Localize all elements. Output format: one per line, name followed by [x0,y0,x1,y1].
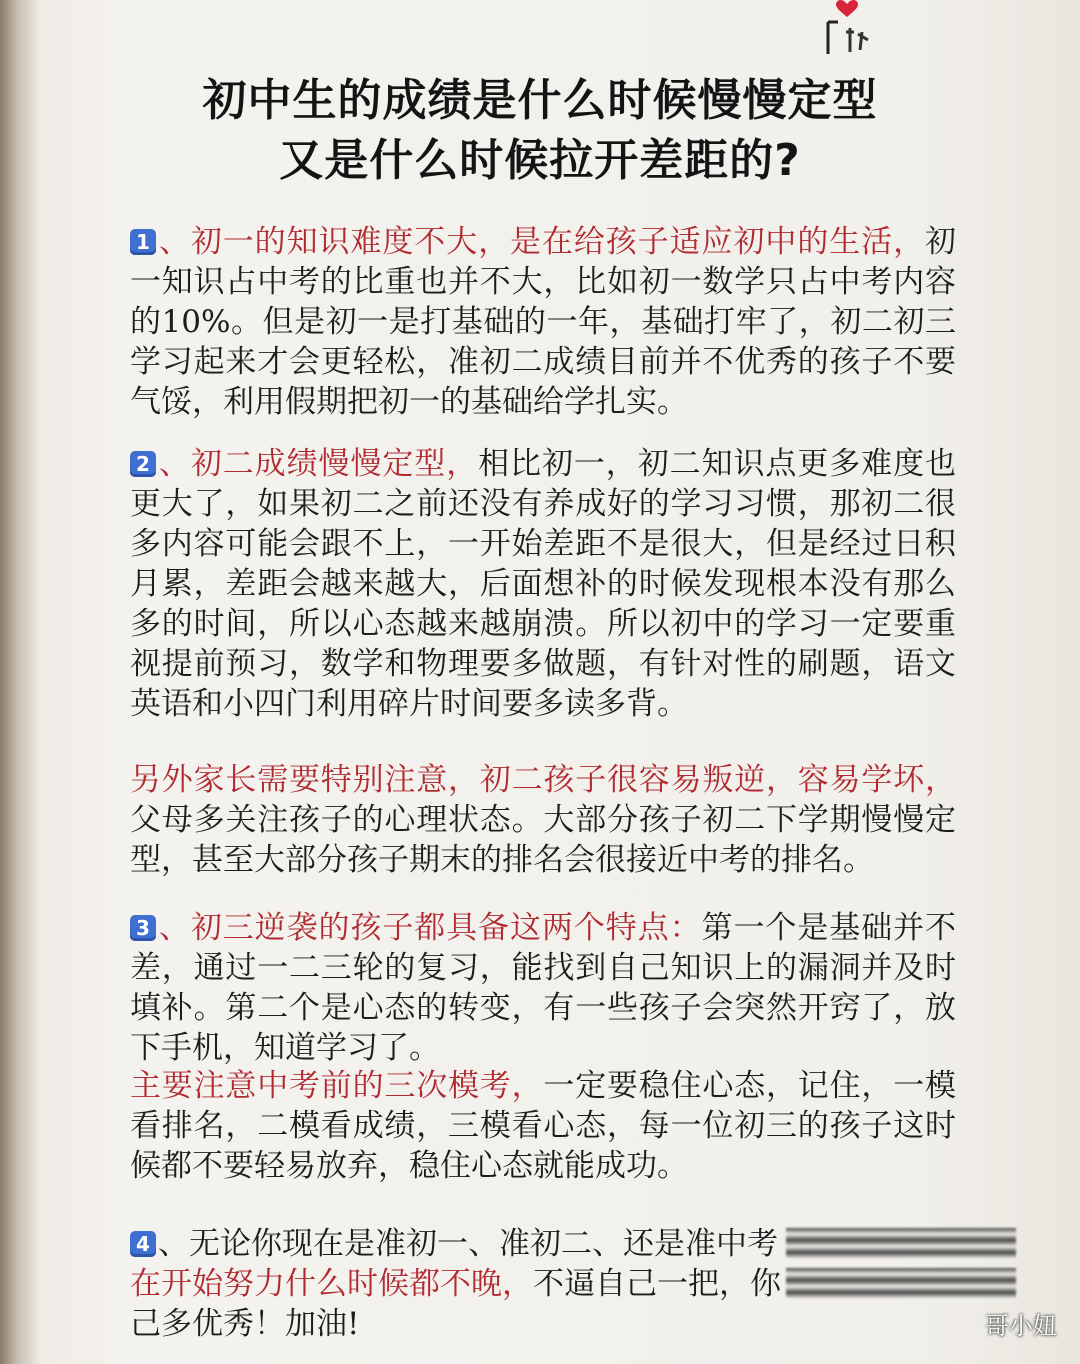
section-2 [130,444,956,724]
section-4-highlight: 在开始努力什么时候都不晚， [130,1266,533,1302]
section-3-body: 第一个是基础并不差，通过一二三轮的复习，能找到自己知识上的漏洞并及时填补。第二个是心态的转变，有一些孩子会突然开窍了，放下手机，知道学习了。 [130,910,957,1066]
section-2-highlight: 初二成绩慢慢定型， [190,446,479,482]
section-3-lead: 、 [158,910,191,946]
section-2-lead: 、 [158,446,191,482]
number-badge-2: 2 [130,451,156,477]
corner-stamp-icon [824,18,874,58]
number-badge-3: 3 [130,915,156,941]
parents-note-highlight: 另外家长需要特别注意，初二孩子很容易叛逆，容易学坏， [130,762,956,798]
redaction-blur [786,1228,1016,1262]
section-4-line-1: 无论你现在是准初一、准初二、还是准中考 [189,1226,778,1262]
section-1 [130,222,956,422]
section-1-body: 初一知识占中考的比重也并不大，比如初一数学只占中考内容的10%。但是初一是打基础的一年，基础打牢了，初二初三学习起来才会更轻松，准初二成绩目前并不优秀的孩子不要气馁，利用假期把初一的基础给学扎实。 [130,224,957,420]
section-4-lead: 、 [158,1226,189,1262]
number-badge-1: 1 [130,229,156,255]
parents-note-body: 父母多关注孩子的心理状态。大部分孩子初二下学期慢慢定型，甚至大部分孩子期末的排名会很接近中考的排名。 [130,802,956,878]
section-3 [130,908,956,1068]
page-title-line-1: 初中生的成绩是什么时候慢慢定型 [202,75,878,126]
exam-note-body: 一定要稳住心态，记住，一模看排名，二模看成绩，三模看心态，每一位初三的孩子这时候都不要轻易放弃，稳住心态就能成功。 [130,1068,957,1184]
section-4-line-2: 不逼自己一把，你 [533,1266,781,1302]
parents-note [130,760,956,880]
page-title-line-2: 又是什么时候拉开差距的? [279,135,801,186]
section-4-line-3: 己多优秀！加油! [130,1306,360,1342]
section-2-body: 相比初一，初二知识点更多难度也更大了，如果初二之前还没有养成好的学习习惯，那初二很多内容可能会跟不上，一开始差距不是很大，但是经过日积月累，差距会越来越大，后面想补的时候发现根本没有那么多的时间，所以心态越来越崩溃。所以初中的学习一定要重视提前预习，数学和物理要多做题，有针对性的刷题，语文英语和小四门利用碎片时间要多读多背。 [130,446,957,722]
section-3-highlight: 初三逆袭的孩子都具备这两个特点： [190,910,702,946]
section-1-lead: 、 [158,224,191,260]
exam-note-highlight: 主要注意中考前的三次模考， [130,1068,544,1104]
redaction-blur [786,1268,1016,1302]
section-1-highlight: 初一的知识难度不大，是在给孩子适应初中的生活， [190,224,926,260]
watermark-text: 哥小妞 [985,1312,1057,1340]
heart-icon [836,0,858,18]
exam-note [130,1066,956,1186]
number-badge-4: 4 [130,1231,156,1257]
